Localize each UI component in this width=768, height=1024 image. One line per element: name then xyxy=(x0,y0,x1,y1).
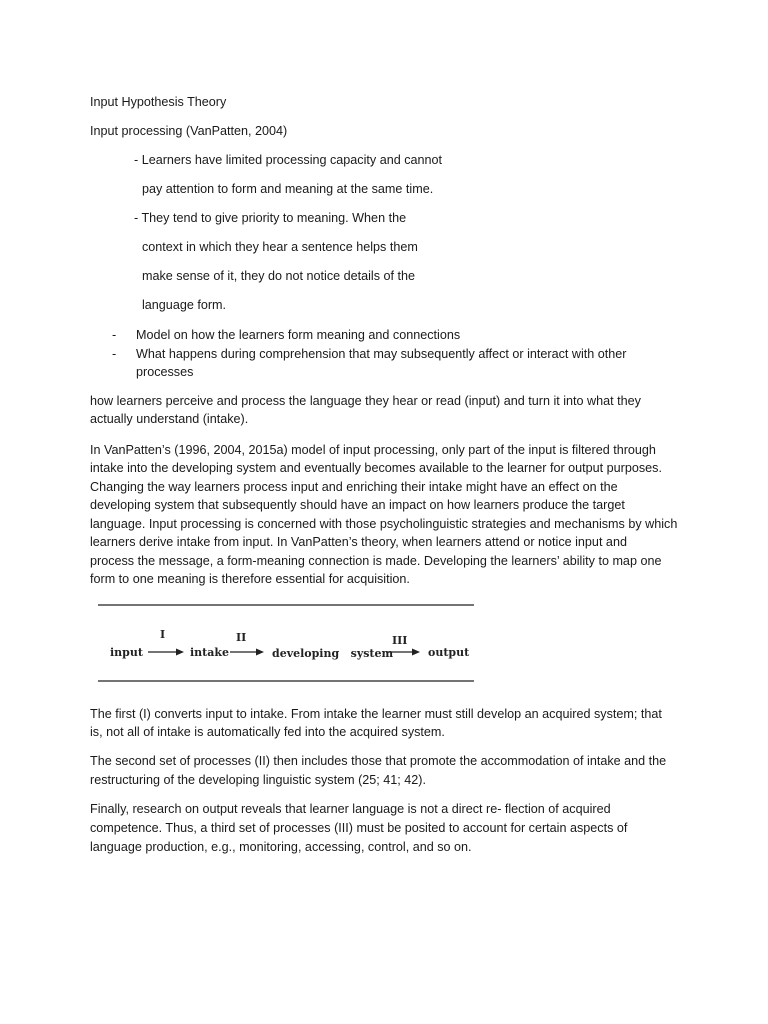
paragraph-line: Finally, research on output reveals that learner language is not a direct re- flection of acquired xyxy=(90,802,611,816)
paragraph-line: competence. Thus, a third set of processes (III) must be posited to account for certain aspects of xyxy=(90,821,628,835)
numeral-i: I xyxy=(160,628,166,641)
stage-developing-system: developing system xyxy=(272,647,394,660)
bullet-text: Model on how the learners form meaning and connections xyxy=(136,328,461,342)
paragraph-line: is, not all of intake is automatically fed into the acquired system. xyxy=(90,725,445,739)
paragraph-line: language production, e.g., monitoring, accessing, control, and so on. xyxy=(90,840,472,854)
bullet-text: What happens during comprehension that may subsequently affect or interact with other xyxy=(136,347,627,361)
paragraph-line: actually understand (intake). xyxy=(90,412,249,426)
heading-input-hypothesis: Input Hypothesis Theory xyxy=(90,95,227,109)
indent-line: - Learners have limited processing capacity and cannot xyxy=(134,153,443,167)
paragraph-line: The second set of processes (II) then includes those that promote the accommodation of intake and the xyxy=(90,754,667,768)
stage-intake: intake xyxy=(190,646,230,659)
paragraph-line: how learners perceive and process the language they hear or read (input) and turn it into what they xyxy=(90,394,641,408)
paragraph-line: language. Input processing is concerned with those psycholinguistic strategies and mechanisms by which xyxy=(90,517,678,531)
bullet-text-continuation: processes xyxy=(136,365,194,379)
bullet-dash: - xyxy=(112,347,117,361)
indent-line: context in which they hear a sentence helps them xyxy=(142,240,418,254)
heading-input-processing: Input processing (VanPatten, 2004) xyxy=(90,124,288,138)
diagram-svg xyxy=(96,600,476,690)
paragraph-line: form to one meaning is therefore essential for acquisition. xyxy=(90,572,410,586)
paragraph-line: learners derive intake from input. In VanPatten’s theory, when learners attend or notice input and xyxy=(90,535,627,549)
stage-input: input xyxy=(110,646,143,659)
numeral-iii: III xyxy=(392,634,408,647)
paragraph-line: In VanPatten’s (1996, 2004, 2015a) model of input processing, only part of the input is filtered through xyxy=(90,443,656,457)
numeral-ii: II xyxy=(236,631,247,644)
bullet-dash: - xyxy=(112,328,117,342)
indent-line: pay attention to form and meaning at the same time. xyxy=(142,182,434,196)
arrow-intake-developing xyxy=(230,649,264,656)
paragraph-line: developing system that subsequently should have an impact on how learners produce the target xyxy=(90,498,625,512)
paragraph-line: The first (I) converts input to intake. From intake the learner must still develop an acquired system; that xyxy=(90,707,662,721)
arrow-input-intake xyxy=(148,649,184,656)
indent-line: make sense of it, they do not notice details of the xyxy=(142,269,416,283)
paragraph-line: intake into the developing system and eventually becomes available to the learner for output purposes. xyxy=(90,461,662,475)
input-processing-diagram xyxy=(96,600,476,690)
paragraph-line: process the message, a form-meaning connection is made. Developing the learners’ ability to map one xyxy=(90,554,662,568)
indent-line: language form. xyxy=(142,298,227,312)
paragraph-line: restructuring of the developing linguistic system (25; 41; 42). xyxy=(90,773,427,787)
indent-line: - They tend to give priority to meaning. When the xyxy=(134,211,407,225)
stage-output: output xyxy=(428,646,470,659)
paragraph-line: Changing the way learners process input and enriching their intake might have an effect on the xyxy=(90,480,618,494)
